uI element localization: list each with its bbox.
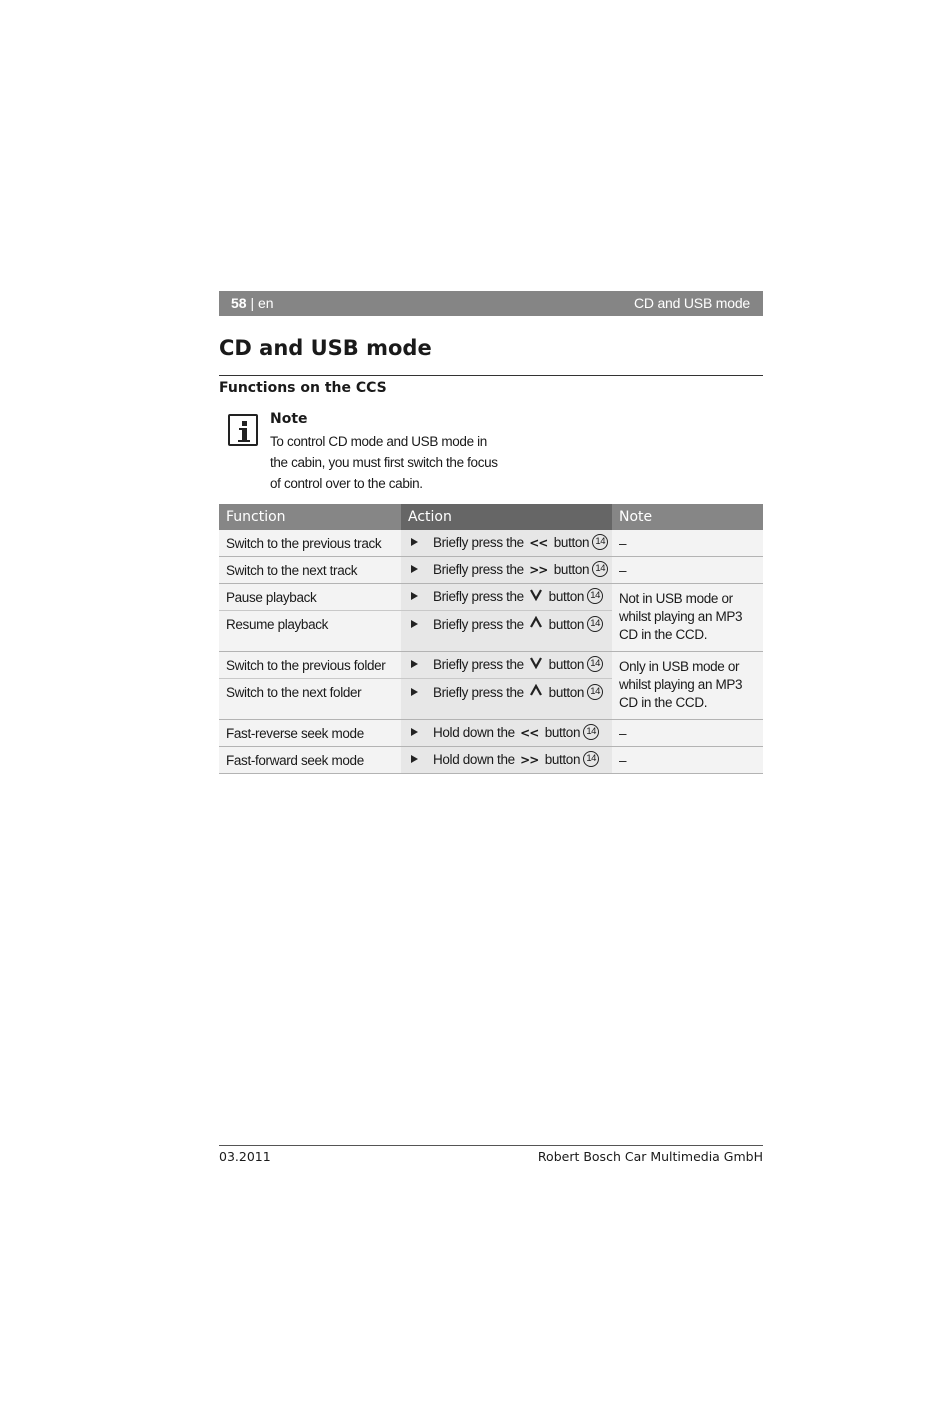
reference-number-badge: 14	[587, 656, 603, 672]
button-symbol: >>	[520, 752, 539, 767]
action-suffix: button	[544, 724, 581, 740]
action-cell	[401, 652, 612, 679]
page-title: CD and USB mode	[219, 336, 432, 360]
action-text: Briefly press the	[433, 588, 524, 604]
action-cell	[401, 720, 612, 747]
reference-number-badge: 14	[583, 724, 599, 740]
action-text: Briefly press the	[433, 656, 524, 672]
action-suffix: button	[548, 656, 585, 672]
info-icon	[228, 414, 258, 446]
action-cell	[401, 584, 612, 611]
chevron-down-icon	[530, 588, 542, 604]
note-cell: Not in USB mode or whilst playing an MP3 CD in the CCD.	[612, 584, 763, 652]
reference-number-badge: 14	[587, 684, 603, 700]
reference-number-badge: 14	[583, 751, 599, 767]
action-text: Briefly press the	[433, 685, 524, 700]
function-cell: Resume playback	[219, 611, 401, 652]
bullet-arrow-icon	[411, 660, 418, 668]
column-header-note: Note	[612, 504, 763, 530]
table-row	[219, 530, 763, 557]
bullet-arrow-icon	[411, 728, 418, 736]
bullet-arrow-icon	[411, 592, 418, 600]
title-divider	[219, 375, 763, 376]
footer-company: Robert Bosch Car Multimedia GmbH	[537, 1149, 763, 1164]
header-separator: |	[250, 295, 255, 311]
chevron-up-icon	[530, 684, 542, 700]
bullet-arrow-icon	[411, 688, 418, 696]
header-page-info	[231, 295, 274, 311]
action-text: Briefly press the	[433, 617, 524, 632]
table-header-row	[219, 504, 763, 530]
button-symbol: >>	[529, 562, 548, 577]
reference-number-badge: 14	[587, 588, 603, 604]
function-cell: Fast-forward seek mode	[219, 747, 401, 774]
section-subtitle: Functions on the CCS	[219, 380, 387, 396]
function-cell: Switch to the next track	[219, 557, 401, 584]
action-cell	[401, 679, 612, 720]
action-text: Hold down the	[433, 751, 515, 767]
function-cell: Pause playback	[219, 584, 401, 611]
button-symbol: <<	[520, 725, 539, 740]
action-cell	[401, 557, 612, 584]
function-cell: Fast-reverse seek mode	[219, 720, 401, 747]
table-row	[219, 557, 763, 584]
table-row	[219, 747, 763, 774]
note-cell: –	[612, 530, 763, 557]
action-suffix: button	[548, 617, 585, 632]
action-text: Briefly press the	[433, 534, 524, 550]
note-cell: –	[612, 747, 763, 774]
note-heading: Note	[270, 411, 308, 427]
action-cell	[401, 747, 612, 774]
bullet-arrow-icon	[411, 538, 418, 546]
note-cell: –	[612, 720, 763, 747]
page-number: 58	[231, 295, 247, 311]
header-language: en	[258, 295, 274, 311]
action-text: Hold down the	[433, 724, 515, 740]
table-row	[219, 652, 763, 679]
footer-divider	[219, 1145, 763, 1146]
bullet-arrow-icon	[411, 755, 418, 763]
function-cell: Switch to the previous folder	[219, 652, 401, 679]
action-suffix: button	[553, 534, 590, 550]
chevron-up-icon	[530, 616, 542, 632]
table-row	[219, 720, 763, 747]
note-cell: Only in USB mode or whilst playing an MP3 CD in the CCD.	[612, 652, 763, 720]
bullet-arrow-icon	[411, 565, 418, 573]
action-cell	[401, 530, 612, 557]
button-symbol: <<	[529, 535, 548, 550]
note-cell: –	[612, 557, 763, 584]
running-header	[219, 291, 763, 316]
reference-number-badge: 14	[592, 534, 608, 550]
column-header-action: Action	[401, 504, 612, 530]
action-text: Briefly press the	[433, 561, 524, 577]
bullet-arrow-icon	[411, 620, 418, 628]
footer-date: 03.2011	[219, 1149, 271, 1164]
reference-number-badge: 14	[592, 561, 608, 577]
action-suffix: button	[553, 561, 590, 577]
functions-table	[219, 504, 763, 774]
action-suffix: button	[548, 685, 585, 700]
header-section-title: CD and USB mode	[633, 295, 750, 311]
note-body: To control CD mode and USB mode in the cabin, you must first switch the focus of control over to the cabin.	[270, 434, 498, 491]
function-cell: Switch to the next folder	[219, 679, 401, 720]
action-cell	[401, 611, 612, 652]
table-row	[219, 584, 763, 611]
column-header-function: Function	[219, 504, 401, 530]
action-suffix: button	[544, 751, 581, 767]
function-cell: Switch to the previous track	[219, 530, 401, 557]
chevron-down-icon	[530, 656, 542, 672]
reference-number-badge: 14	[587, 616, 603, 632]
action-suffix: button	[548, 588, 585, 604]
